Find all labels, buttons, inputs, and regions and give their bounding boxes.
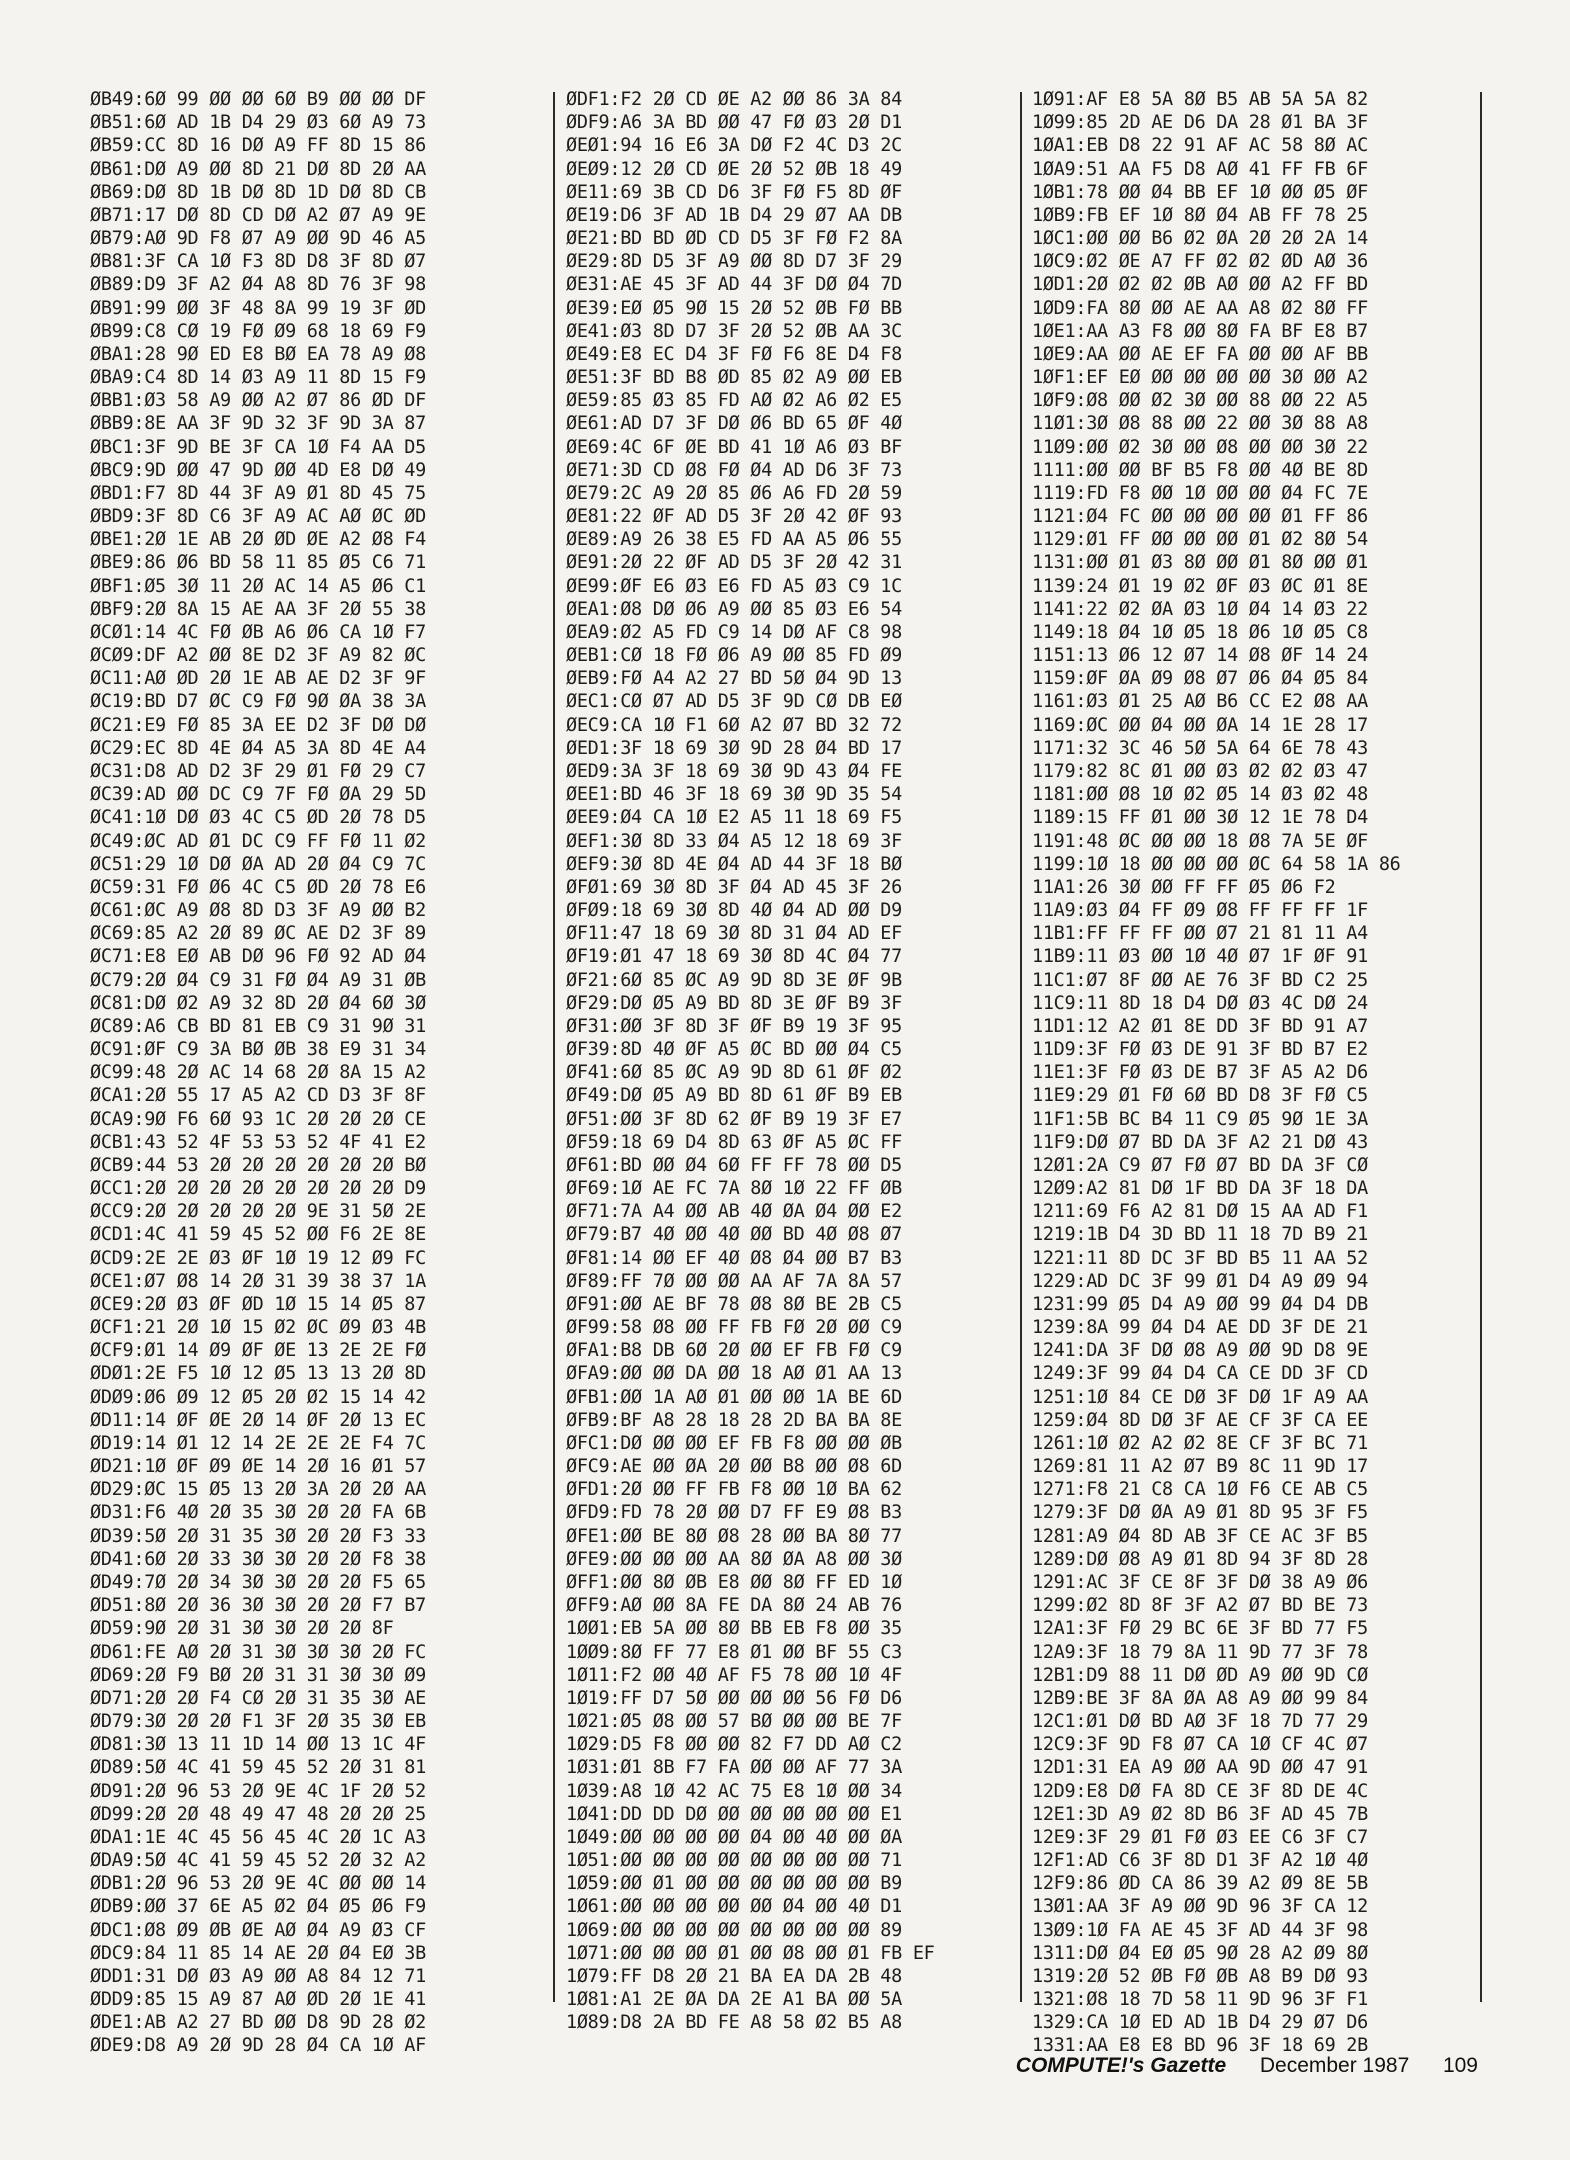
- listing-line: 12A1:3F FØ 29 BC 6E 3F BD 77 F5: [1032, 1618, 1368, 1640]
- listing-line: ØCC9:2Ø 2Ø 2Ø 2Ø 2Ø 9E 31 5Ø 2E: [90, 1201, 426, 1223]
- listing-line: 1Ø61:ØØ ØØ ØØ ØØ ØØ Ø4 ØØ 4Ø D1: [566, 1896, 902, 1918]
- listing-line: ØB51:6Ø AD 1B D4 29 Ø3 6Ø A9 73: [90, 112, 426, 134]
- listing-line: 1249:3F 99 Ø4 D4 CA CE DD 3F CD: [1032, 1363, 1368, 1385]
- listing-line: 11B1:FF FF FF ØØ Ø7 21 81 11 A4: [1032, 923, 1368, 945]
- listing-line: ØD11:14 ØF ØE 2Ø 14 ØF 2Ø 13 EC: [90, 1409, 426, 1431]
- listing-line: 1Ø31:Ø1 8B F7 FA ØØ ØØ AF 77 3A: [566, 1757, 902, 1779]
- listing-line: ØD59:9Ø 2Ø 31 3Ø 3Ø 2Ø 2Ø 8F: [90, 1618, 394, 1640]
- listing-line: 1139:24 Ø1 19 Ø2 ØF Ø3 ØC Ø1 8E: [1032, 575, 1368, 597]
- listing-line: ØCF1:21 2Ø 1Ø 15 Ø2 ØC Ø9 Ø3 4B: [90, 1317, 426, 1339]
- listing-line: 1229:AD DC 3F 99 Ø1 D4 A9 Ø9 94: [1032, 1270, 1368, 1292]
- listing-line: 12Ø9:A2 81 DØ 1F BD DA 3F 18 DA: [1032, 1178, 1368, 1200]
- listing-line: 1ØE9:AA ØØ AE EF FA ØØ ØØ AF BB: [1032, 343, 1368, 365]
- listing-line: 1ØA9:51 AA F5 D8 AØ 41 FF FB 6F: [1032, 158, 1368, 180]
- listing-line: ØE99:ØF E6 Ø3 E6 FD A5 Ø3 C9 1C: [566, 575, 902, 597]
- listing-line: ØE51:3F BD B8 ØD 85 Ø2 A9 ØØ EB: [566, 367, 902, 389]
- listing-line: ØEC9:CA 1Ø F1 6Ø A2 Ø7 BD 32 72: [566, 714, 902, 736]
- listing-line: ØC31:D8 AD D2 3F 29 Ø1 FØ 29 C7: [90, 760, 426, 782]
- listing-line: ØF89:FF 7Ø ØØ ØØ AA AF 7A 8A 57: [566, 1270, 902, 1292]
- listing-line: ØFØ9:18 69 3Ø 8D 4Ø Ø4 AD ØØ D9: [566, 900, 902, 922]
- listing-line: 11F1:5B BC B4 11 C9 Ø5 9Ø 1E 3A: [1032, 1108, 1368, 1130]
- listing-line: ØD81:3Ø 13 11 1D 14 ØØ 13 1C 4F: [90, 1734, 426, 1756]
- listing-line: ØE41:Ø3 8D D7 3F 2Ø 52 ØB AA 3C: [566, 320, 902, 342]
- listing-line: ØB71:17 DØ 8D CD DØ A2 Ø7 A9 9E: [90, 204, 426, 226]
- listing-line: 1Ø79:FF D8 2Ø 21 BA EA DA 2B 48: [566, 1965, 902, 1987]
- listing-line: 1261:1Ø Ø2 A2 Ø2 8E CF 3F BC 71: [1032, 1432, 1368, 1454]
- listing-line: ØCE9:2Ø Ø3 ØF ØD 1Ø 15 14 Ø5 87: [90, 1293, 426, 1315]
- listing-line: ØE69:4C 6F ØE BD 41 1Ø A6 Ø3 BF: [566, 436, 902, 458]
- listing-line: ØBA1:28 9Ø ED E8 BØ EA 78 A9 Ø8: [90, 343, 426, 365]
- listing-line: ØFB9:BF A8 28 18 28 2D BA BA 8E: [566, 1409, 902, 1431]
- listing-line: 12C1:Ø1 DØ BD AØ 3F 18 7D 77 29: [1032, 1711, 1368, 1733]
- listing-line: ØCA9:9Ø F6 6Ø 93 1C 2Ø 2Ø 2Ø CE: [90, 1108, 426, 1130]
- listing-line: ØCC1:2Ø 2Ø 2Ø 2Ø 2Ø 2Ø 2Ø 2Ø D9: [90, 1178, 426, 1200]
- listing-line: 12F9:86 ØD CA 86 39 A2 Ø9 8E 5B: [1032, 1873, 1368, 1895]
- listing-line: ØBA9:C4 8D 14 Ø3 A9 11 8D 15 F9: [90, 367, 426, 389]
- listing-line: ØBD9:3F 8D C6 3F A9 AC AØ ØC ØD: [90, 506, 426, 528]
- listing-line: 1269:81 11 A2 Ø7 B9 8C 11 9D 17: [1032, 1456, 1368, 1478]
- listing-line: ØCE1:Ø7 Ø8 14 2Ø 31 39 38 37 1A: [90, 1270, 426, 1292]
- listing-line: ØB79:AØ 9D F8 Ø7 A9 ØØ 9D 46 A5: [90, 228, 426, 250]
- listing-column-1: [90, 88, 560, 2057]
- listing-line: ØFD9:FD 78 2Ø ØØ D7 FF E9 Ø8 B3: [566, 1502, 902, 1524]
- listing-line: 1211:69 F6 A2 81 DØ 15 AA AD F1: [1032, 1201, 1368, 1223]
- listing-line: ØE89:A9 26 38 E5 FD AA A5 Ø6 55: [566, 529, 902, 551]
- page-footer: [1016, 2054, 1478, 2078]
- listing-line: 12B9:BE 3F 8A ØA A8 A9 ØØ 99 84: [1032, 1687, 1368, 1709]
- listing-line: 1ØB1:78 ØØ Ø4 BB EF 1Ø ØØ Ø5 ØF: [1032, 181, 1368, 203]
- listing-line: ØC49:ØC AD Ø1 DC C9 FF FØ 11 Ø2: [90, 830, 426, 852]
- listing-line: 1ØB9:FB EF 1Ø 8Ø Ø4 AB FF 78 25: [1032, 204, 1368, 226]
- listing-line: 1271:F8 21 C8 CA 1Ø F6 CE AB C5: [1032, 1479, 1368, 1501]
- listing-line: 1Ø41:DD DD DØ ØØ ØØ ØØ ØØ ØØ E1: [566, 1803, 902, 1825]
- listing-line: 11E9:29 Ø1 FØ 6Ø BD D8 3F FØ C5: [1032, 1085, 1368, 1107]
- listing-line: ØDF9:A6 3A BD ØØ 47 FØ Ø3 2Ø D1: [566, 112, 902, 134]
- listing-line: ØB49:6Ø 99 ØØ ØØ 6Ø B9 ØØ ØØ DF: [90, 89, 426, 110]
- listing-line: ØDØ9:Ø6 Ø9 12 Ø5 2Ø Ø2 15 14 42: [90, 1386, 426, 1408]
- listing-line: ØDA9:5Ø 4C 41 59 45 52 2Ø 32 A2: [90, 1850, 426, 1872]
- listing-line: 1Ø39:A8 1Ø 42 AC 75 E8 1Ø ØØ 34: [566, 1780, 902, 1802]
- listing-line: 12E9:3F 29 Ø1 FØ Ø3 EE C6 3F C7: [1032, 1826, 1368, 1848]
- listing-line: ØCB1:43 52 4F 53 53 52 4F 41 E2: [90, 1131, 426, 1153]
- listing-line: 1221:11 8D DC 3F BD B5 11 AA 52: [1032, 1247, 1368, 1269]
- listing-line: ØCB9:44 53 2Ø 2Ø 2Ø 2Ø 2Ø 2Ø BØ: [90, 1154, 426, 1176]
- listing-line: ØC39:AD ØØ DC C9 7F FØ ØA 29 5D: [90, 784, 426, 806]
- listing-line: ØE21:BD BD ØD CD D5 3F FØ F2 8A: [566, 228, 902, 250]
- listing-line: ØFE1:ØØ BE 8Ø Ø8 28 ØØ BA 8Ø 77: [566, 1525, 902, 1547]
- listing-line: ØFD1:2Ø ØØ FF FB F8 ØØ 1Ø BA 62: [566, 1479, 902, 1501]
- listing-line: 12C9:3F 9D F8 Ø7 CA 1Ø CF 4C Ø7: [1032, 1734, 1368, 1756]
- listing-line: ØEØ1:94 16 E6 3A DØ F2 4C D3 2C: [566, 135, 902, 157]
- listing-line: 1111:ØØ ØØ BF B5 F8 ØØ 4Ø BE 8D: [1032, 459, 1368, 481]
- listing-line: ØFE9:ØØ ØØ ØØ AA 8Ø ØA A8 ØØ 3Ø: [566, 1548, 902, 1570]
- listing-line: ØD31:F6 4Ø 2Ø 35 3Ø 2Ø 2Ø FA 6B: [90, 1502, 426, 1524]
- listing-line: 1Ø91:AF E8 5A 8Ø B5 AB 5A 5A 82: [1032, 89, 1368, 110]
- listing-line: ØFA9:ØØ ØØ DA ØØ 18 AØ Ø1 AA 13: [566, 1363, 902, 1385]
- listing-line: 1279:3F DØ ØA A9 Ø1 8D 95 3F F5: [1032, 1502, 1368, 1524]
- listing-line: ØED1:3F 18 69 3Ø 9D 28 Ø4 BD 17: [566, 737, 902, 759]
- listing-line: ØD21:1Ø ØF Ø9 ØE 14 2Ø 16 Ø1 57: [90, 1456, 426, 1478]
- listing-line: 1239:8A 99 Ø4 D4 AE DD 3F DE 21: [1032, 1317, 1368, 1339]
- listing-line: 1189:15 FF Ø1 ØØ 3Ø 12 1E 78 D4: [1032, 807, 1368, 829]
- listing-line: ØC81:DØ Ø2 A9 32 8D 2Ø Ø4 6Ø 3Ø: [90, 992, 426, 1014]
- listing-line: ØD71:2Ø 2Ø F4 CØ 2Ø 31 35 3Ø AE: [90, 1687, 426, 1709]
- listing-line: ØEE1:BD 46 3F 18 69 3Ø 9D 35 54: [566, 784, 902, 806]
- listing-line: 1ØC9:Ø2 ØE A7 FF Ø2 Ø2 ØD AØ 36: [1032, 251, 1368, 273]
- listing-line: ØDØ1:2E F5 1Ø 12 Ø5 13 13 2Ø 8D: [90, 1363, 426, 1385]
- listing-line: 1299:Ø2 8D 8F 3F A2 Ø7 BD BE 73: [1032, 1595, 1368, 1617]
- listing-line: ØEØ9:12 2Ø CD ØE 2Ø 52 ØB 18 49: [566, 158, 902, 180]
- listing-line: ØC79:2Ø Ø4 C9 31 FØ Ø4 A9 31 ØB: [90, 969, 426, 991]
- listing-line: ØBF1:Ø5 3Ø 11 2Ø AC 14 A5 Ø6 C1: [90, 575, 426, 597]
- listing-line: ØBE9:86 Ø6 BD 58 11 85 Ø5 C6 71: [90, 552, 426, 574]
- listing-line: ØD89:5Ø 4C 41 59 45 52 2Ø 31 81: [90, 1757, 426, 1779]
- listing-line: 1259:Ø4 8D DØ 3F AE CF 3F CA EE: [1032, 1409, 1368, 1431]
- listing-line: 1331:AA E8 E8 BD 96 3F 18 69 2B: [1032, 2035, 1368, 2057]
- listing-line: 1149:18 Ø4 1Ø Ø5 18 Ø6 1Ø Ø5 C8: [1032, 621, 1368, 643]
- magazine-title: COMPUTE!'s Gazette: [1015, 2054, 1227, 2077]
- listing-line: 1181:ØØ Ø8 1Ø Ø2 Ø5 14 Ø3 Ø2 48: [1032, 784, 1368, 806]
- listing-line: ØE19:D6 3F AD 1B D4 29 Ø7 AA DB: [566, 204, 902, 226]
- listing-line: 12F1:AD C6 3F 8D D1 3F A2 1Ø 4Ø: [1032, 1850, 1368, 1872]
- listing-line: ØC51:29 1Ø DØ ØA AD 2Ø Ø4 C9 7C: [90, 853, 426, 875]
- listing-line: 1169:ØC ØØ Ø4 ØØ ØA 14 1E 28 17: [1032, 714, 1368, 736]
- listing-line: ØBF9:2Ø 8A 15 AE AA 3F 2Ø 55 38: [90, 598, 426, 620]
- listing-line: 1Ø71:ØØ ØØ ØØ Ø1 ØØ Ø8 ØØ Ø1 FB EF: [566, 1942, 935, 1964]
- listing-line: 1Ø89:D8 2A BD FE A8 58 Ø2 B5 A8: [566, 2012, 902, 2034]
- listing-line: ØCØ9:DF A2 ØØ 8E D2 3F A9 82 ØC: [90, 645, 426, 667]
- listing-line: 11B9:11 Ø3 ØØ 1Ø 4Ø Ø7 1F ØF 91: [1032, 946, 1368, 968]
- listing-line: 1141:22 Ø2 ØA Ø3 1Ø Ø4 14 Ø3 22: [1032, 598, 1368, 620]
- listing-line: 1291:AC 3F CE 8F 3F DØ 38 A9 Ø6: [1032, 1572, 1368, 1593]
- listing-line: 1119:FD F8 ØØ 1Ø ØØ ØØ Ø4 FC 7E: [1032, 482, 1368, 504]
- listing-line: ØCA1:2Ø 55 17 A5 A2 CD D3 3F 8F: [90, 1085, 426, 1107]
- listing-line: 1311:DØ Ø4 EØ Ø5 9Ø 28 A2 Ø9 8Ø: [1032, 1942, 1368, 1964]
- listing-line: ØEF1:3Ø 8D 33 Ø4 A5 12 18 69 3F: [566, 830, 902, 852]
- listing-line: 11A9:Ø3 Ø4 FF Ø9 Ø8 FF FF FF 1F: [1032, 900, 1368, 922]
- listing-line: 1231:99 Ø5 D4 A9 ØØ 99 Ø4 D4 DB: [1032, 1293, 1368, 1315]
- listing-line: ØF99:58 Ø8 ØØ FF FB FØ 2Ø ØØ C9: [566, 1317, 902, 1339]
- listing-line: ØE39:EØ Ø5 9Ø 15 2Ø 52 ØB FØ BB: [566, 297, 902, 319]
- listing-line: ØE71:3D CD Ø8 FØ Ø4 AD D6 3F 73: [566, 459, 902, 481]
- listing-line: ØF69:1Ø AE FC 7A 8Ø 1Ø 22 FF ØB: [566, 1178, 902, 1200]
- listing-line: 11A1:26 3Ø ØØ FF FF Ø5 Ø6 F2: [1032, 876, 1336, 898]
- listing-line: 1319:2Ø 52 ØB FØ ØB A8 B9 DØ 93: [1032, 1965, 1368, 1987]
- listing-line: ØB69:DØ 8D 1B DØ 8D 1D DØ 8D CB: [90, 181, 426, 203]
- listing-line: ØC61:ØC A9 Ø8 8D D3 3F A9 ØØ B2: [90, 900, 426, 922]
- listing-line: ØCF9:Ø1 14 Ø9 ØF ØE 13 2E 2E FØ: [90, 1340, 426, 1362]
- listing-line: ØE11:69 3B CD D6 3F FØ F5 8D ØF: [566, 181, 902, 203]
- listing-line: ØFB1:ØØ 1A AØ Ø1 ØØ ØØ 1A BE 6D: [566, 1386, 902, 1408]
- listing-line: ØC29:EC 8D 4E Ø4 A5 3A 8D 4E A4: [90, 737, 426, 759]
- listing-line: ØC91:ØF C9 3A BØ ØB 38 E9 31 34: [90, 1039, 426, 1061]
- listing-line: 11E1:3F FØ Ø3 DE B7 3F A5 A2 D6: [1032, 1062, 1368, 1084]
- listing-line: 1321:Ø8 18 7D 58 11 9D 96 3F F1: [1032, 1989, 1368, 2011]
- listing-line: ØE59:85 Ø3 85 FD AØ Ø2 A6 Ø2 E5: [566, 390, 902, 412]
- listing-line: ØD79:3Ø 2Ø 2Ø F1 3F 2Ø 35 3Ø EB: [90, 1711, 426, 1733]
- listing-line: 1ØF9:Ø8 ØØ Ø2 3Ø ØØ 88 ØØ 22 A5: [1032, 390, 1368, 412]
- listing-line: ØDB9:ØØ 37 6E A5 Ø2 Ø4 Ø5 Ø6 F9: [90, 1896, 426, 1918]
- listing-line: 11F9:DØ Ø7 BD DA 3F A2 21 DØ 43: [1032, 1131, 1368, 1153]
- listing-line: ØE29:8D D5 3F A9 ØØ 8D D7 3F 29: [566, 251, 902, 273]
- listing-line: 12D9:E8 DØ FA 8D CE 3F 8D DE 4C: [1032, 1780, 1368, 1802]
- listing-line: 1191:48 ØC ØØ ØØ 18 Ø8 7A 5E ØF: [1032, 830, 1368, 852]
- listing-line: ØC59:31 FØ Ø6 4C C5 ØD 2Ø 78 E6: [90, 876, 426, 898]
- listing-line: 1Ø99:85 2D AE D6 DA 28 Ø1 BA 3F: [1032, 112, 1368, 134]
- listing-line: 1241:DA 3F DØ Ø8 A9 ØØ 9D D8 9E: [1032, 1340, 1368, 1362]
- listing-line: ØD49:7Ø 2Ø 34 3Ø 3Ø 2Ø 2Ø F5 65: [90, 1572, 426, 1593]
- listing-line: ØF71:7A A4 ØØ AB 4Ø ØA Ø4 ØØ E2: [566, 1201, 902, 1223]
- listing-line: ØEC1:CØ Ø7 AD D5 3F 9D CØ DB EØ: [566, 691, 902, 713]
- listing-line: ØC69:85 A2 2Ø 89 ØC AE D2 3F 89: [90, 923, 426, 945]
- listing-line: ØEA1:Ø8 DØ Ø6 A9 ØØ 85 Ø3 E6 54: [566, 598, 902, 620]
- listing-line: ØEB9:FØ A4 A2 27 BD 5Ø Ø4 9D 13: [566, 668, 902, 690]
- listing-line: ØE81:22 ØF AD D5 3F 2Ø 42 ØF 93: [566, 506, 902, 528]
- listing-line: ØFF9:AØ ØØ 8A FE DA 8Ø 24 AB 76: [566, 1595, 902, 1617]
- listing-line: ØB89:D9 3F A2 Ø4 A8 8D 76 3F 98: [90, 274, 426, 296]
- listing-line: 1Ø21:Ø5 Ø8 ØØ 57 BØ ØØ ØØ BE 7F: [566, 1711, 902, 1733]
- listing-line: ØF61:BD ØØ Ø4 6Ø FF FF 78 ØØ D5: [566, 1154, 902, 1176]
- listing-line: ØF29:DØ Ø5 A9 BD 8D 3E ØF B9 3F: [566, 992, 902, 1014]
- listing-line: ØD91:2Ø 96 53 2Ø 9E 4C 1F 2Ø 52: [90, 1780, 426, 1802]
- column-divider: [1480, 92, 1482, 2002]
- listing-line: 1219:1B D4 3D BD 11 18 7D B9 21: [1032, 1224, 1368, 1246]
- listing-line: 1ØE1:AA A3 F8 ØØ 8Ø FA BF E8 B7: [1032, 320, 1368, 342]
- listing-line: 1Ø19:FF D7 5Ø ØØ ØØ ØØ 56 FØ D6: [566, 1687, 902, 1709]
- listing-line: 1121:Ø4 FC ØØ ØØ ØØ ØØ Ø1 FF 86: [1032, 506, 1368, 528]
- column-divider: [1020, 92, 1022, 2002]
- listing-line: ØE79:2C A9 2Ø 85 Ø6 A6 FD 2Ø 59: [566, 482, 902, 504]
- listing-line: 12D1:31 EA A9 ØØ AA 9D ØØ 47 91: [1032, 1757, 1368, 1779]
- listing-line: 13Ø1:AA 3F A9 ØØ 9D 96 3F CA 12: [1032, 1896, 1368, 1918]
- listing-line: 1ØD1:2Ø Ø2 Ø2 ØB AØ ØØ A2 FF BD: [1032, 274, 1368, 296]
- listing-line: ØBC9:9D ØØ 47 9D ØØ 4D E8 DØ 49: [90, 459, 426, 481]
- listing-line: ØDD9:85 15 A9 87 AØ ØD 2Ø 1E 41: [90, 1989, 426, 2011]
- listing-line: 13Ø9:1Ø FA AE 45 3F AD 44 3F 98: [1032, 1919, 1368, 1941]
- listing-line: ØE91:2Ø 22 ØF AD D5 3F 2Ø 42 31: [566, 552, 902, 574]
- listing-line: 1131:ØØ Ø1 Ø3 8Ø ØØ Ø1 8Ø ØØ Ø1: [1032, 552, 1368, 574]
- listing-line: 11D1:12 A2 Ø1 8E DD 3F BD 91 A7: [1032, 1015, 1368, 1037]
- listing-line: ØE31:AE 45 3F AD 44 3F DØ Ø4 7D: [566, 274, 902, 296]
- listing-line: 1329:CA 1Ø ED AD 1B D4 29 Ø7 D6: [1032, 2012, 1368, 2034]
- listing-line: ØF81:14 ØØ EF 4Ø Ø8 Ø4 ØØ B7 B3: [566, 1247, 902, 1269]
- listing-line: ØCD1:4C 41 59 45 52 ØØ F6 2E 8E: [90, 1224, 426, 1246]
- listing-line: ØD51:8Ø 2Ø 36 3Ø 3Ø 2Ø 2Ø F7 B7: [90, 1595, 426, 1617]
- listing-line: ØBB1:Ø3 58 A9 ØØ A2 Ø7 86 ØD DF: [90, 390, 426, 412]
- listing-line: ØF49:DØ Ø5 A9 BD 8D 61 ØF B9 EB: [566, 1085, 902, 1107]
- listing-line: ØD61:FE AØ 2Ø 31 3Ø 3Ø 3Ø 2Ø FC: [90, 1641, 426, 1663]
- listing-line: ØCØ1:14 4C FØ ØB A6 Ø6 CA 1Ø F7: [90, 621, 426, 643]
- listing-line: 1Ø51:ØØ ØØ ØØ ØØ ØØ ØØ ØØ ØØ 71: [566, 1850, 902, 1872]
- listing-line: 1Ø59:ØØ Ø1 ØØ ØØ ØØ ØØ ØØ ØØ B9: [566, 1873, 902, 1895]
- listing-line: ØF19:Ø1 47 18 69 3Ø 8D 4C Ø4 77: [566, 946, 902, 968]
- listing-line: 1ØD9:FA 8Ø ØØ AE AA A8 Ø2 8Ø FF: [1032, 297, 1368, 319]
- listing-line: ØDB1:2Ø 96 53 2Ø 9E 4C ØØ ØØ 14: [90, 1873, 426, 1895]
- listing-line: ØD39:5Ø 2Ø 31 35 3Ø 2Ø 2Ø F3 33: [90, 1525, 426, 1547]
- listing-line: ØF59:18 69 D4 8D 63 ØF A5 ØC FF: [566, 1131, 902, 1153]
- listing-line: 1ØØ9:8Ø FF 77 E8 Ø1 ØØ BF 55 C3: [566, 1641, 902, 1663]
- listing-line: ØC99:48 2Ø AC 14 68 2Ø 8A 15 A2: [90, 1062, 426, 1084]
- listing-line: ØD69:2Ø F9 BØ 2Ø 31 31 3Ø 3Ø Ø9: [90, 1664, 426, 1686]
- listing-line: ØB61:DØ A9 ØØ 8D 21 DØ 8D 2Ø AA: [90, 158, 426, 180]
- listing-line: 1199:1Ø 18 ØØ ØØ ØØ ØC 64 58 1A 86: [1032, 853, 1401, 875]
- listing-line: ØEF9:3Ø 8D 4E Ø4 AD 44 3F 18 BØ: [566, 853, 902, 875]
- listing-line: ØC11:AØ ØD 2Ø 1E AB AE D2 3F 9F: [90, 668, 426, 690]
- issue-date: December 1987: [1259, 2054, 1410, 2077]
- listing-line: ØFØ1:69 3Ø 8D 3F Ø4 AD 45 3F 26: [566, 876, 902, 898]
- listing-line: ØDE1:AB A2 27 BD ØØ D8 9D 28 Ø2: [90, 2012, 426, 2034]
- listing-line: ØF91:ØØ AE BF 78 Ø8 8Ø BE 2B C5: [566, 1293, 902, 1315]
- listing-line: ØF11:47 18 69 3Ø 8D 31 Ø4 AD EF: [566, 923, 902, 945]
- listing-line: 1129:Ø1 FF ØØ ØØ ØØ Ø1 Ø2 8Ø 54: [1032, 529, 1368, 551]
- listing-line: 12A9:3F 18 79 8A 11 9D 77 3F 78: [1032, 1641, 1368, 1663]
- listing-line: 1251:1Ø 84 CE DØ 3F DØ 1F A9 AA: [1032, 1386, 1368, 1408]
- listing-line: ØE61:AD D7 3F DØ Ø6 BD 65 ØF 4Ø: [566, 413, 902, 435]
- listing-line: 1151:13 Ø6 12 Ø7 14 Ø8 ØF 14 24: [1032, 645, 1368, 667]
- listing-line: ØB81:3F CA 1Ø F3 8D D8 3F 8D Ø7: [90, 251, 426, 273]
- listing-line: 11Ø9:ØØ Ø2 3Ø ØØ Ø8 ØØ ØØ 3Ø 22: [1032, 436, 1368, 458]
- listing-line: ØB91:99 ØØ 3F 48 8A 99 19 3F ØD: [90, 297, 426, 319]
- listing-line: 1171:32 3C 46 5Ø 5A 64 6E 78 43: [1032, 737, 1368, 759]
- listing-line: ØBD1:F7 8D 44 3F A9 Ø1 8D 45 75: [90, 482, 426, 504]
- listing-line: ØDC9:84 11 85 14 AE 2Ø Ø4 EØ 3B: [90, 1942, 426, 1964]
- listing-line: 1Ø69:ØØ ØØ ØØ ØØ ØØ ØØ ØØ ØØ 89: [566, 1919, 902, 1941]
- listing-line: ØFC9:AE ØØ ØA 2Ø ØØ B8 ØØ Ø8 6D: [566, 1456, 902, 1478]
- listing-line: ØC89:A6 CB BD 81 EB C9 31 9Ø 31: [90, 1015, 426, 1037]
- listing-line: 1179:82 8C Ø1 ØØ Ø3 Ø2 Ø2 Ø3 47: [1032, 760, 1368, 782]
- listing-line: ØFF1:ØØ 8Ø ØB E8 ØØ 8Ø FF ED 1Ø: [566, 1572, 902, 1593]
- listing-line: ØF41:6Ø 85 ØC A9 9D 8D 61 ØF Ø2: [566, 1062, 902, 1084]
- listing-line: 1ØC1:ØØ ØØ B6 Ø2 ØA 2Ø 2Ø 2A 14: [1032, 228, 1368, 250]
- listing-line: 1ØA1:EB D8 22 91 AF AC 58 8Ø AC: [1032, 135, 1368, 157]
- column-divider: [553, 92, 555, 2002]
- listing-line: 1159:ØF ØA Ø9 Ø8 Ø7 Ø6 Ø4 Ø5 84: [1032, 668, 1368, 690]
- listing-line: 1281:A9 Ø4 8D AB 3F CE AC 3F B5: [1032, 1525, 1368, 1547]
- listing-line: ØDC1:Ø8 Ø9 ØB ØE AØ Ø4 A9 Ø3 CF: [90, 1919, 426, 1941]
- listing-line: ØBB9:8E AA 3F 9D 32 3F 9D 3A 87: [90, 413, 426, 435]
- listing-line: ØED9:3A 3F 18 69 3Ø 9D 43 Ø4 FE: [566, 760, 902, 782]
- listing-line: ØDE9:D8 A9 2Ø 9D 28 Ø4 CA 1Ø AF: [90, 2035, 426, 2057]
- listing-line: 11C1:Ø7 8F ØØ AE 76 3F BD C2 25: [1032, 969, 1368, 991]
- listing-line: 12E1:3D A9 Ø2 8D B6 3F AD 45 7B: [1032, 1803, 1368, 1825]
- listing-line: 1Ø81:A1 2E ØA DA 2E A1 BA ØØ 5A: [566, 1989, 902, 2011]
- listing-line: 1Ø11:F2 ØØ 4Ø AF F5 78 ØØ 1Ø 4F: [566, 1664, 902, 1686]
- listing-line: ØFC1:DØ ØØ ØØ EF FB F8 ØØ ØØ ØB: [566, 1432, 902, 1454]
- listing-line: ØC71:E8 EØ AB DØ 96 FØ 92 AD Ø4: [90, 946, 426, 968]
- listing-line: ØBC1:3F 9D BE 3F CA 1Ø F4 AA D5: [90, 436, 426, 458]
- listing-line: ØB59:CC 8D 16 DØ A9 FF 8D 15 86: [90, 135, 426, 157]
- listing-line: ØCD9:2E 2E Ø3 ØF 1Ø 19 12 Ø9 FC: [90, 1247, 426, 1269]
- listing-line: 12B1:D9 88 11 DØ ØD A9 ØØ 9D CØ: [1032, 1664, 1368, 1686]
- listing-line: 1ØF1:EF EØ ØØ ØØ ØØ ØØ 3Ø ØØ A2: [1032, 367, 1368, 389]
- listing-line: ØBE1:2Ø 1E AB 2Ø ØD ØE A2 Ø8 F4: [90, 529, 426, 551]
- listing-line: ØE49:E8 EC D4 3F FØ F6 8E D4 F8: [566, 343, 902, 365]
- page-number: 109: [1442, 2054, 1478, 2077]
- listing-line: ØD19:14 Ø1 12 14 2E 2E 2E F4 7C: [90, 1432, 426, 1454]
- listing-line: 11Ø1:3Ø Ø8 88 ØØ 22 ØØ 3Ø 88 A8: [1032, 413, 1368, 435]
- listing-column-2: [566, 88, 1036, 2034]
- listing-line: ØF51:ØØ 3F 8D 62 ØF B9 19 3F E7: [566, 1108, 902, 1130]
- listing-line: ØB99:C8 CØ 19 FØ Ø9 68 18 69 F9: [90, 320, 426, 342]
- listing-line: ØEB1:CØ 18 FØ Ø6 A9 ØØ 85 FD Ø9: [566, 645, 902, 667]
- listing-line: ØF39:8D 4Ø ØF A5 ØC BD ØØ Ø4 C5: [566, 1039, 902, 1061]
- listing-line: ØDA1:1E 4C 45 56 45 4C 2Ø 1C A3: [90, 1826, 426, 1848]
- listing-line: 1ØØ1:EB 5A ØØ 8Ø BB EB F8 ØØ 35: [566, 1618, 902, 1640]
- listing-line: 12Ø1:2A C9 Ø7 FØ Ø7 BD DA 3F CØ: [1032, 1154, 1368, 1176]
- listing-line: 1161:Ø3 Ø1 25 AØ B6 CC E2 Ø8 AA: [1032, 691, 1368, 713]
- listing-line: 1289:DØ Ø8 A9 Ø1 8D 94 3F 8D 28: [1032, 1548, 1368, 1570]
- listing-line: 1Ø49:ØØ ØØ ØØ ØØ Ø4 ØØ 4Ø ØØ ØA: [566, 1826, 902, 1848]
- listing-column-3: [1032, 88, 1502, 2057]
- listing-line: ØC19:BD D7 ØC C9 FØ 9Ø ØA 38 3A: [90, 691, 426, 713]
- listing-line: ØDF1:F2 2Ø CD ØE A2 ØØ 86 3A 84: [566, 89, 902, 110]
- listing-line: ØF79:B7 4Ø ØØ 4Ø ØØ BD 4Ø Ø8 Ø7: [566, 1224, 902, 1246]
- listing-line: ØC21:E9 FØ 85 3A EE D2 3F DØ DØ: [90, 714, 426, 736]
- listing-line: ØD99:2Ø 2Ø 48 49 47 48 2Ø 2Ø 25: [90, 1803, 426, 1825]
- listing-line: ØDD1:31 DØ Ø3 A9 ØØ A8 84 12 71: [90, 1965, 426, 1987]
- listing-line: ØF31:ØØ 3F 8D 3F ØF B9 19 3F 95: [566, 1015, 902, 1037]
- listing-line: 1Ø29:D5 F8 ØØ ØØ 82 F7 DD AØ C2: [566, 1734, 902, 1756]
- listing-line: ØEA9:Ø2 A5 FD C9 14 DØ AF C8 98: [566, 621, 902, 643]
- listing-line: ØD29:ØC 15 Ø5 13 2Ø 3A 2Ø 2Ø AA: [90, 1479, 426, 1501]
- listing-line: 11D9:3F FØ Ø3 DE 91 3F BD B7 E2: [1032, 1039, 1368, 1061]
- listing-line: ØFA1:B8 DB 6Ø 2Ø ØØ EF FB FØ C9: [566, 1340, 902, 1362]
- listing-line: 11C9:11 8D 18 D4 DØ Ø3 4C DØ 24: [1032, 992, 1368, 1014]
- listing-line: ØC41:1Ø DØ Ø3 4C C5 ØD 2Ø 78 D5: [90, 807, 426, 829]
- listing-line: ØF21:6Ø 85 ØC A9 9D 8D 3E ØF 9B: [566, 969, 902, 991]
- listing-line: ØD41:6Ø 2Ø 33 3Ø 3Ø 2Ø 2Ø F8 38: [90, 1548, 426, 1570]
- listing-line: ØEE9:Ø4 CA 1Ø E2 A5 11 18 69 F5: [566, 807, 902, 829]
